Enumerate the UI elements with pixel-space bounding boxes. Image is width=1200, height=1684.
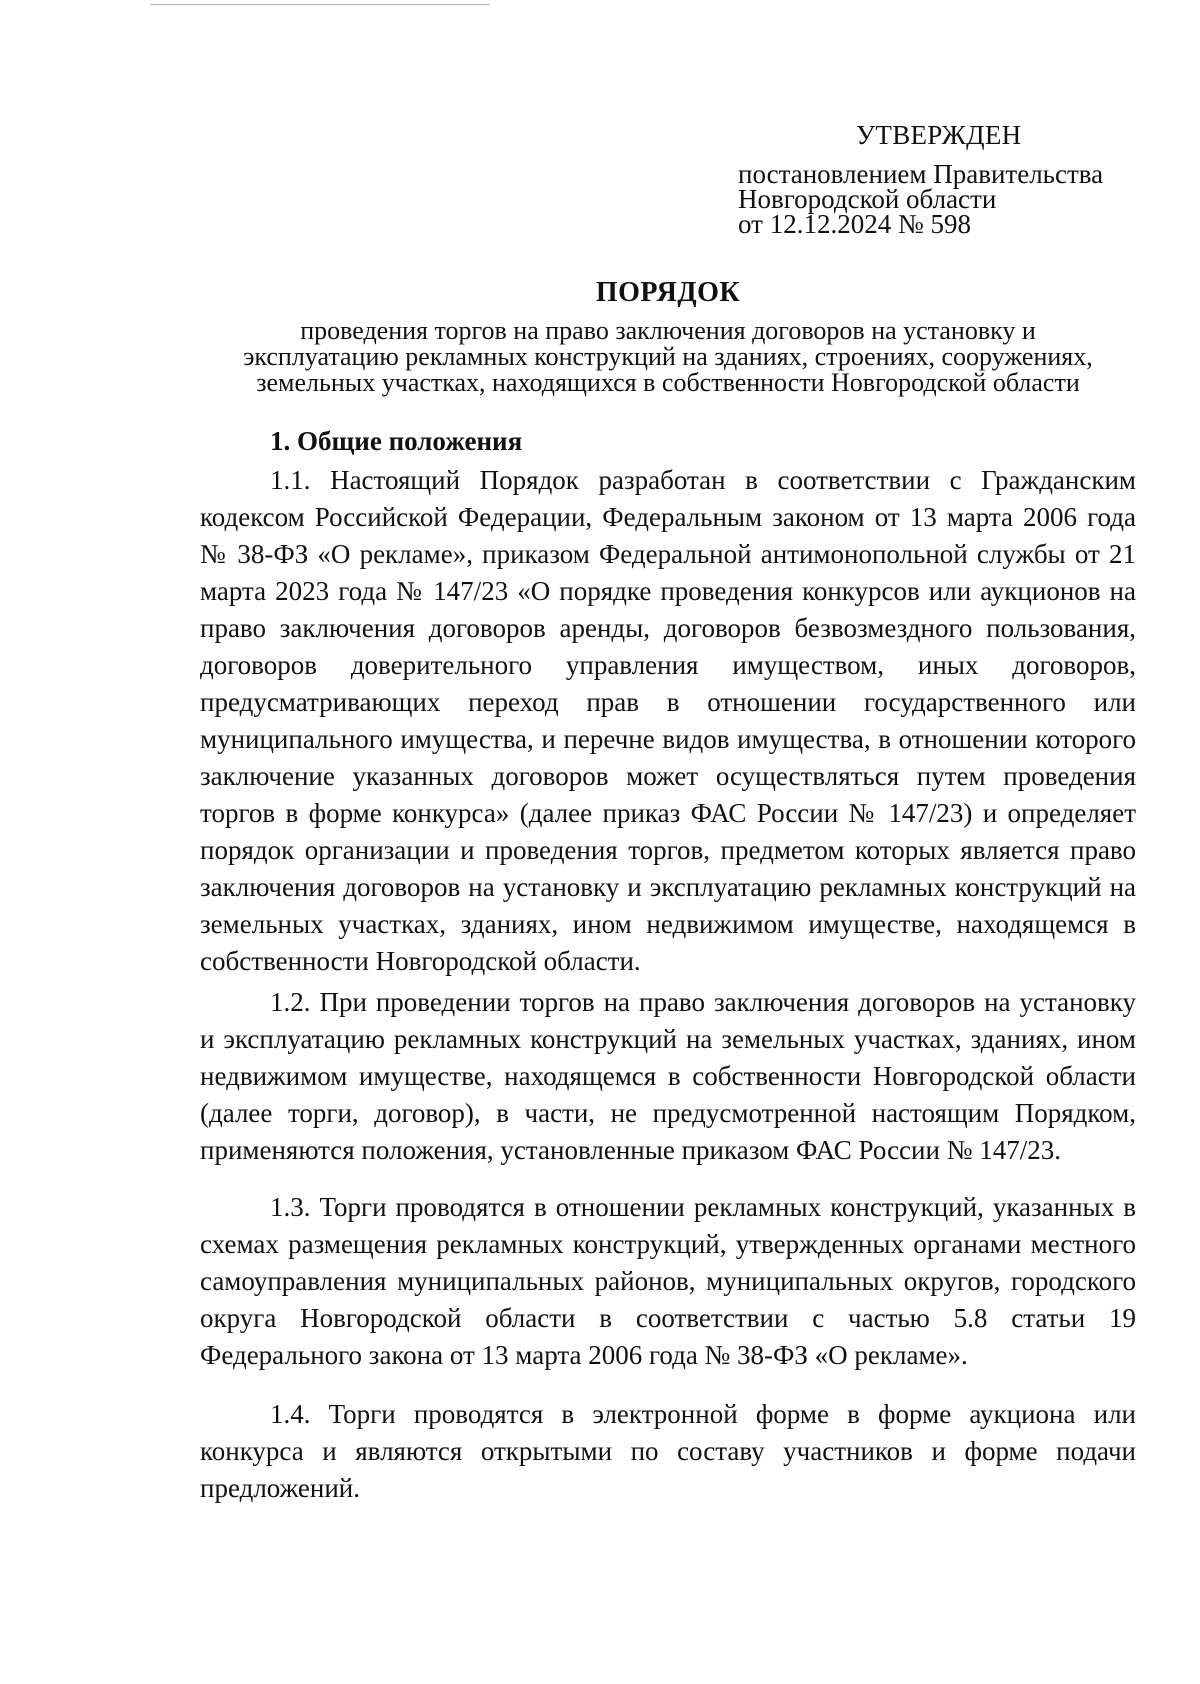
paragraph-1-4: 1.4. Торги проводятся в электронной форме в форме аукциона или конкурса и являются открытыми по составу участников и форме подачи предложений. (200, 1399, 1136, 1503)
subtitle-line: земельных участках, находящихся в собственности Новгородской области (256, 368, 1080, 397)
approved-word: УТВЕРЖДЕН (856, 120, 1022, 150)
approval-region-line: Новгородской области (738, 184, 997, 214)
paragraph-1-1: 1.1. Настоящий Порядок разработан в соответствии с Гражданским кодексом Российской Федерации, Федеральным законом от 13 марта 2006 года № 38-ФЗ «О рекламе», приказом Федеральной антимонопольной службы от 21 марта 2023 года № 147/23 «О порядке проведения конкурсов или аукционов на право заключения договоров аренды, договоров безвозмездного пользования, договоров доверительного управления имуществом, иных договоров, предусматривающих переход прав в отношении государственного или муниципального имущества, и перечне видов имущества, в отношении которого заключение указанных договоров может осуществляться путем проведения торгов в форме конкурса» (далее приказ ФАС России № 147/23) и определяет порядок организации и проведения торгов, предметом которых является право заключения договоров на установку и эксплуатацию рекламных конструкций на земельных участках, зданиях, ином недвижимом имуществе, находящемся в собственности Новгородской области. (200, 465, 1136, 976)
paragraph-1-3: 1.3. Торги проводятся в отношении рекламных конструкций, указанных в схемах размещения рекламных конструкций, утвержденных органами местного самоуправления муниципальных районов, муниципальных округов, городского округа Новгородской области в соответствии с частью 5.8 статьи 19 Федерального закона от 13 марта 2006 года № 38-ФЗ «О рекламе». (200, 1192, 1136, 1370)
scan-edge-line (150, 4, 490, 5)
paragraph-1-2: 1.2. При проведении торгов на право заключения договоров на установку и эксплуатацию рекламных конструкций на земельных участках, зданиях, ином недвижимом имуществе, находящемся в собственности Новгородской области (далее торги, договор), в части, не предусмотренной настоящим Порядком, применяются положения, установленные приказом ФАС России № 147/23. (200, 987, 1136, 1165)
subtitle-line: эксплуатацию рекламных конструкций на зданиях, строениях, сооружениях, (243, 342, 1093, 371)
approval-stamp-block (738, 118, 1158, 237)
document-body (200, 462, 1136, 1529)
document-subtitle (200, 318, 1136, 396)
document-title: ПОРЯДОК (595, 277, 741, 308)
subtitle-line: проведения торгов на право заключения договоров на установку и (300, 316, 1036, 345)
approval-date-number-line: от 12.12.2024 № 598 (738, 209, 971, 239)
approval-authority-line: постановлением Правительства (738, 159, 1104, 189)
section-heading: 1. Общие положения (270, 426, 523, 456)
